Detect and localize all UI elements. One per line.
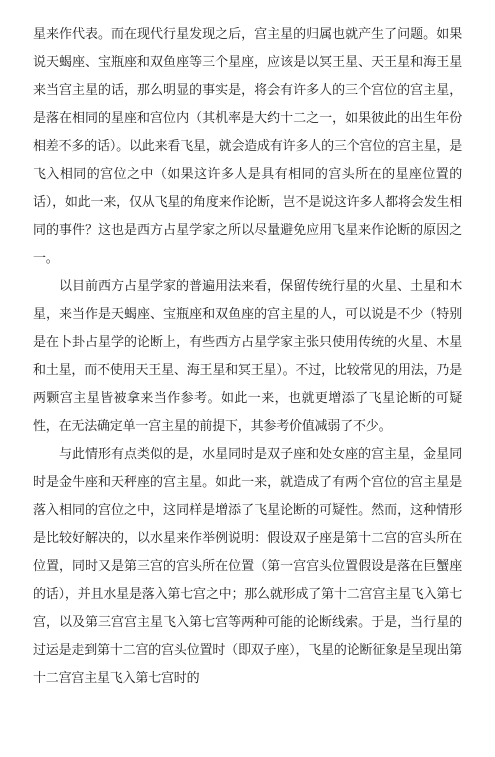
paragraph-2: 以目前西方占星学家的普遍用法来看，保留传统行星的火星、土星和木星，来当作是天蝎座、宝瓶座和双鱼座的宫主星的人，可以说是不少（特别是在卜卦占星学的论断上，有些西方占星学家主张只使用传统的火星、木星和土星，而不使用天王星、海王星和冥王星）。不过，比较常见的用法，乃是两颗宫主星皆被拿来当作参考。如此一来，也就更增添了飞星论断的可疑性，在无法确定单一宫主星的前提下，其参考价值减弱了不少。 (33, 279, 462, 434)
paragraph-1: 星来作代表。而在现代行星发现之后，宫主星的归属也就产生了问题。如果说天蝎座、宝瓶座和双鱼座等三个星座，应该是以冥王星、天王星和海王星来当宫主星的话，那么明显的事实是，将会有许多人的三个宫位的宫主星，是落在相同的星座和宫位内（其机率是大约十二之一，如果彼此的出生年份相差不多的话）。以此来看飞星，就会造成有许多人的三个宫位的宫主星，是飞入相同的宫位之中（如果这许多人是具有相同的宫头所在的星座位置的话），如此一来，仅从飞星的角度来作论断，岂不是说这许多人都将会发生相同的事件？这也是西方占星学家之所以尽量避免应用飞星来作论断的原因之一。 (33, 27, 462, 266)
paragraph-3: 与此情形有点类似的是，水星同时是双子座和处女座的宫主星，金星同时是金牛座和天秤座的宫主星。如此一来，就造成了有两个宫位的宫主星是落入相同的宫位之中，这同样是增添了飞星论断的可疑性。然而，这种情形是比较好解决的，以水星来作举例说明：假设双子座是第十二宫的宫头所在位置，同时又是第三宫的宫头所在位置（第一宫宫头位置假设是落在巨蟹座的话），并且水星是落入第七宫之中；那么就形成了第十二宫宫主星飞入第七宫，以及第三宫宫主星飞入第七宫等两种可能的论断线索。于是，当行星的过运是走到第十二宫的宫头位置时（即双子座），飞星的论断征象是呈现出第十二宫宫主星飞入第七宫时的 (33, 447, 462, 686)
